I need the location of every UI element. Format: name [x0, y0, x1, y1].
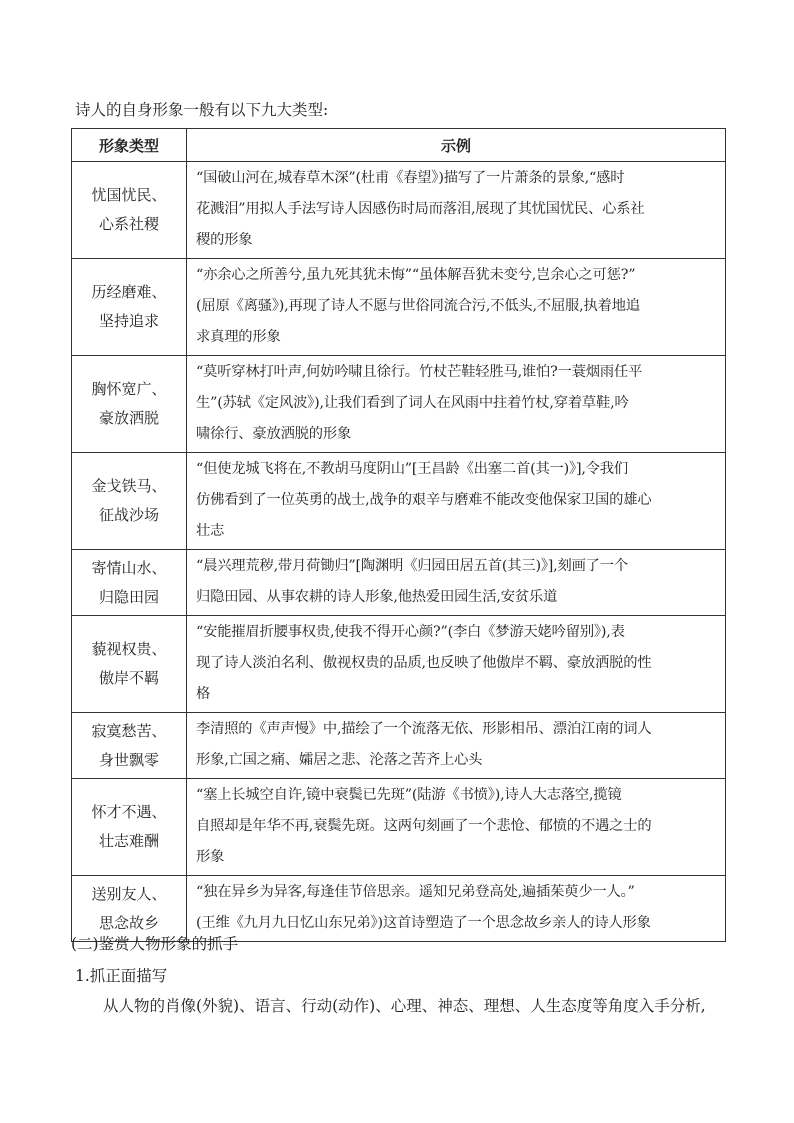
example-line: “塞上长城空自许,镜中衰鬓已先斑”(陆游《书愤》),诗人大志落空,揽镜: [196, 787, 622, 803]
example-line: “莫听穿林打叶声,何妨吟啸且徐行。竹杖芒鞋轻胜马,谁怕?一蓑烟雨任平: [196, 364, 643, 380]
intro-text: 诗人的自身形象一般有以下九大类型:: [75, 101, 329, 119]
example-line: 形象: [196, 849, 225, 865]
example-cell: [187, 779, 726, 876]
type-line: 思念故乡: [98, 913, 159, 932]
type-line: 金戈铁马、: [91, 477, 167, 495]
type-line: 藐视权贵、: [91, 640, 167, 658]
example-line: “国破山河在,城春草木深”(杜甫《春望》)描写了一片萧条的景象,“感时: [196, 170, 625, 186]
type-line: 壮志难酬: [98, 832, 159, 850]
example-line: 啸徐行、豪放洒脱的形象: [196, 426, 352, 442]
example-line: “独在异乡为异客,每逢佳节倍思亲。遥知兄弟登高处,遍插茱萸少一人。”: [196, 884, 635, 900]
table-row: [72, 356, 726, 453]
table-header-row: [72, 129, 726, 162]
example-cell: [187, 616, 726, 713]
table-row: [72, 713, 726, 779]
type-line: 傲岸不羁: [98, 669, 159, 687]
table-row: [72, 779, 726, 876]
example-line: “安能摧眉折腰事权贵,使我不得开心颜?”(李白《梦游天姥吟留别》),表: [196, 624, 625, 640]
example-cell: [187, 162, 726, 259]
type-line: 胸怀宽广、: [91, 380, 167, 398]
table-row: [72, 162, 726, 259]
header-type: 形象类型: [72, 129, 187, 162]
type-cell: [72, 713, 187, 779]
type-cell: [72, 453, 187, 550]
example-line: “但使龙城飞将在,不教胡马度阴山”[王昌龄《出塞二首(其一)》],令我们: [196, 461, 628, 477]
example-line: 形象,亡国之痛、孀居之悲、沦落之苦齐上心头: [196, 752, 483, 768]
type-cell: [72, 550, 187, 616]
header-example: 示例: [187, 129, 726, 162]
table-row: [72, 259, 726, 356]
type-line: 寄情山水、: [91, 558, 167, 577]
example-line: 自照却是年华不再,衰鬓先斑。这两句刻画了一个悲怆、郁愤的不遇之士的: [196, 818, 652, 834]
example-line: “晨兴理荒秽,带月荷锄归”[陶渊明《归园田居五首(其三)》],刻画了一个: [196, 558, 628, 574]
example-line: 壮志: [196, 523, 225, 539]
example-line: 稷的形象: [196, 232, 253, 248]
example-cell: [187, 453, 726, 550]
type-line: 坚持追求: [98, 312, 159, 330]
type-line: 历经磨难、: [91, 283, 167, 301]
example-line: 格: [196, 686, 211, 702]
example-cell: [187, 356, 726, 453]
example-cell: [187, 259, 726, 356]
paragraph: 从人物的肖像(外貌)、语言、行动(动作)、心理、神态、理想、人生态度等角度入手分析,: [103, 997, 706, 1015]
example-line: 李清照的《声声慢》中,描绘了一个流落无依、形影相吊、漂泊江南的词人: [196, 721, 652, 737]
type-line: 心系社稷: [98, 215, 159, 233]
example-line: “亦余心之所善兮,虽九死其犹未悔”“虽体解吾犹未变兮,岂余心之可惩?”: [196, 267, 636, 283]
section-heading: (二)鉴赏人物形象的抓手: [71, 935, 239, 953]
example-cell: [187, 876, 726, 942]
example-line: 求真理的形象: [196, 329, 281, 345]
example-line: 生”(苏轼《定风波》),让我们看到了词人在风雨中拄着竹杖,穿着草鞋,吟: [196, 395, 629, 411]
type-cell: [72, 779, 187, 876]
type-line: 征战沙场: [98, 506, 159, 524]
example-line: (王维《九月九日忆山东兄弟》)这首诗塑造了一个思念故乡亲人的诗人形象: [196, 915, 651, 931]
type-line: 身世飘零: [98, 750, 159, 769]
type-cell: [72, 162, 187, 259]
poet-image-table: [71, 128, 726, 942]
type-line: 豪放洒脱: [98, 409, 159, 427]
subheading: 1.抓正面描写: [75, 967, 168, 985]
type-cell: [72, 616, 187, 713]
example-line: 花溅泪”用拟人手法写诗人因感伤时局而落泪,展现了其忧国忧民、心系社: [196, 201, 645, 217]
example-line: 归隐田园、从事农耕的诗人形象,他热爱田园生活,安贫乐道: [196, 589, 558, 605]
example-line: 现了诗人淡泊名利、傲视权贵的品质,也反映了他傲岸不羁、豪放洒脱的性: [196, 655, 652, 671]
type-cell: [72, 259, 187, 356]
example-line: (屈原《离骚》),再现了诗人不愿与世俗同流合污,不低头,不屈服,执着地追: [196, 298, 640, 314]
type-line: 归隐田园: [98, 587, 159, 606]
type-line: 寂寞愁苦、: [91, 721, 167, 740]
table-row: [72, 550, 726, 616]
table-row: [72, 453, 726, 550]
type-line: 忧国忧民、: [91, 186, 167, 204]
example-line: 仿佛看到了一位英勇的战士,战争的艰辛与磨难不能改变他保家卫国的雄心: [196, 492, 652, 508]
example-cell: [187, 713, 726, 779]
type-cell: [72, 356, 187, 453]
type-line: 怀才不遇、: [91, 803, 167, 821]
table-row: [72, 616, 726, 713]
example-cell: [187, 550, 726, 616]
type-line: 送别友人、: [91, 884, 167, 903]
